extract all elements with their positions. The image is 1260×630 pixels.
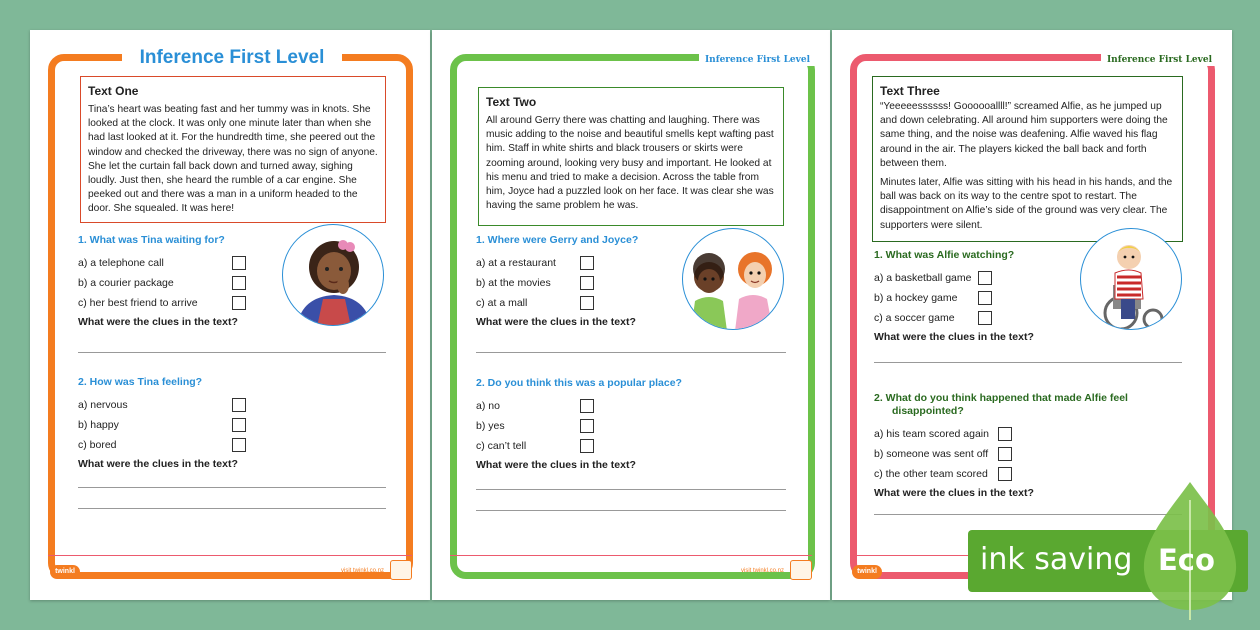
option-label: a) at a restaurant — [476, 257, 556, 269]
option-label: a) his team scored again — [874, 428, 989, 440]
option-row — [476, 293, 676, 313]
clues-prompt: What were the clues in the text? — [476, 316, 636, 328]
option-label: b) a hockey game — [874, 292, 958, 304]
twinkl-logo: twinkl — [50, 565, 80, 579]
option-label: c) her best friend to arrive — [78, 297, 198, 309]
footer-rule — [450, 555, 812, 556]
question-title: 1. What was Alfie watching? — [874, 249, 1015, 261]
option-label: b) at the movies — [476, 277, 551, 289]
passage-title: Text One — [88, 84, 139, 98]
answer-line[interactable] — [476, 489, 786, 490]
option-row — [476, 273, 676, 293]
question-1 — [476, 234, 676, 329]
badge-icon — [790, 560, 812, 580]
option-row — [874, 444, 1134, 464]
option-row — [78, 415, 268, 435]
clues-prompt: What were the clues in the text? — [476, 459, 636, 471]
answer-checkbox[interactable] — [580, 419, 594, 433]
clues-prompt: What were the clues in the text? — [78, 458, 238, 470]
option-row — [476, 416, 736, 436]
question-1 — [874, 249, 1074, 344]
tina-illustration — [282, 224, 384, 326]
question-1 — [78, 234, 268, 329]
option-row — [78, 273, 268, 293]
answer-checkbox[interactable] — [998, 447, 1012, 461]
option-label: a) a basketball game — [874, 272, 972, 284]
question-title: 2. Do you think this was a popular place? — [476, 377, 682, 389]
boy-wheelchair-icon — [1081, 229, 1182, 330]
option-row — [78, 435, 268, 455]
question-title: 2. What do you think happened that made Alfie feel disappointed? — [874, 392, 1128, 417]
question-title: 2. How was Tina feeling? — [78, 376, 203, 388]
option-label: c) can’t tell — [476, 440, 527, 452]
answer-checkbox[interactable] — [232, 276, 246, 290]
reading-passage — [872, 76, 1183, 242]
passage-title: Text Two — [486, 95, 537, 109]
passage-title: Text Three — [880, 84, 940, 98]
answer-checkbox[interactable] — [232, 296, 246, 310]
option-label: a) nervous — [78, 399, 128, 411]
option-row — [78, 395, 268, 415]
answer-checkbox[interactable] — [998, 467, 1012, 481]
question-2 — [476, 377, 736, 472]
footer-website[interactable]: visit twinkl.co.nz — [340, 568, 384, 574]
ink-saving-label: ink saving — [980, 542, 1133, 577]
clues-prompt: What were the clues in the text? — [874, 331, 1034, 343]
option-row — [476, 396, 736, 416]
answer-line[interactable] — [78, 508, 386, 509]
answer-line[interactable] — [874, 514, 1182, 515]
option-label: b) a courier package — [78, 277, 174, 289]
option-label: b) yes — [476, 420, 505, 432]
badge-icon — [390, 560, 412, 580]
clues-prompt: What were the clues in the text? — [874, 487, 1034, 499]
footer-website[interactable]: visit twinkl.co.nz — [740, 568, 784, 574]
answer-checkbox[interactable] — [232, 256, 246, 270]
reading-passage — [80, 76, 386, 223]
twinkl-logo: twinkl — [852, 565, 882, 579]
option-row — [874, 268, 1074, 288]
answer-checkbox[interactable] — [580, 296, 594, 310]
question-title: 1. What was Tina waiting for? — [78, 234, 225, 246]
option-label: c) a soccer game — [874, 312, 955, 324]
passage-paragraph: “Yeeeeessssss! Goooooallll!” screamed Alfie, as he jumped up and down celebrating. All around him supporters were doing the same thing, and the noise was deafening. Alfie waved his flag around in the air. The players kicked the ball back and forth between them. — [880, 101, 1168, 169]
option-label: c) bored — [78, 439, 117, 451]
option-label: c) at a mall — [476, 297, 528, 309]
option-label: c) the other team scored — [874, 468, 988, 480]
answer-line[interactable] — [874, 362, 1182, 363]
answer-checkbox[interactable] — [232, 438, 246, 452]
answer-checkbox[interactable] — [232, 398, 246, 412]
option-row — [476, 436, 736, 456]
answer-checkbox[interactable] — [580, 276, 594, 290]
answer-line[interactable] — [78, 352, 386, 353]
option-row — [476, 253, 676, 273]
girl-icon — [283, 225, 384, 326]
answer-checkbox[interactable] — [978, 291, 992, 305]
answer-line[interactable] — [476, 352, 786, 353]
option-label: a) no — [476, 400, 500, 412]
worksheet-text-two — [432, 30, 830, 600]
answer-checkbox[interactable] — [580, 399, 594, 413]
worksheet-title: Inference First Level — [122, 46, 342, 70]
clues-prompt: What were the clues in the text? — [78, 316, 238, 328]
passage-paragraph: Tina’s heart was beating fast and her tummy was in knots. She looked at the clock. It was only one minute later than when she had last looked at it. For the hundredth time, she peered out the window and checked the driveway, there was no sign of anyone. She let the curtain fall back down and turned away, sighing loudly. Just then, she heard the rumble of a car engine. She peeked out and there was a man in a uniform headed to the door. She squealed. It was here! — [88, 104, 378, 215]
passage-paragraph: All around Gerry there was chatting and laughing. There was music adding to the noise and beautiful smells kept wafting past him. Staff in white shirts and black trousers or skirts were zooming around, looking very busy and important. He looked at his menu and tried to make a decision. Across the table from him, Joyce had a puzzled look on her face. It was clear she was having the same problem he was. — [486, 115, 774, 212]
children-icon — [683, 229, 784, 330]
option-row — [874, 308, 1074, 328]
alfie-illustration — [1080, 228, 1182, 330]
option-label: a) a telephone call — [78, 257, 164, 269]
option-row — [78, 253, 268, 273]
eco-label: Eco — [1158, 543, 1215, 577]
answer-checkbox[interactable] — [232, 418, 246, 432]
answer-checkbox[interactable] — [978, 311, 992, 325]
answer-checkbox[interactable] — [580, 256, 594, 270]
answer-line[interactable] — [78, 487, 386, 488]
question-title: 1. Where were Gerry and Joyce? — [476, 234, 639, 246]
worksheet-title: Inference First Level — [699, 54, 816, 66]
option-row — [874, 424, 1134, 444]
answer-line[interactable] — [476, 510, 786, 511]
answer-checkbox[interactable] — [998, 427, 1012, 441]
gerry-joyce-illustration — [682, 228, 784, 330]
answer-checkbox[interactable] — [978, 271, 992, 285]
option-label: b) someone was sent off — [874, 448, 989, 460]
passage-paragraph: Minutes later, Alfie was sitting with his head in his hands, and the ball was back on its way to the centre spot to restart. The disappointment on Alfie’s side of the ground was very clear. The supporters were silent. — [880, 177, 1173, 231]
reading-passage — [478, 87, 784, 226]
worksheet-text-one — [30, 30, 430, 600]
option-row — [78, 293, 268, 313]
answer-checkbox[interactable] — [580, 439, 594, 453]
option-label: b) happy — [78, 419, 119, 431]
option-row — [874, 288, 1074, 308]
option-row — [874, 464, 1134, 484]
question-2 — [874, 392, 1134, 500]
footer-rule — [48, 555, 412, 556]
worksheet-title: Inference First Level — [1101, 54, 1218, 66]
question-2 — [78, 376, 268, 471]
